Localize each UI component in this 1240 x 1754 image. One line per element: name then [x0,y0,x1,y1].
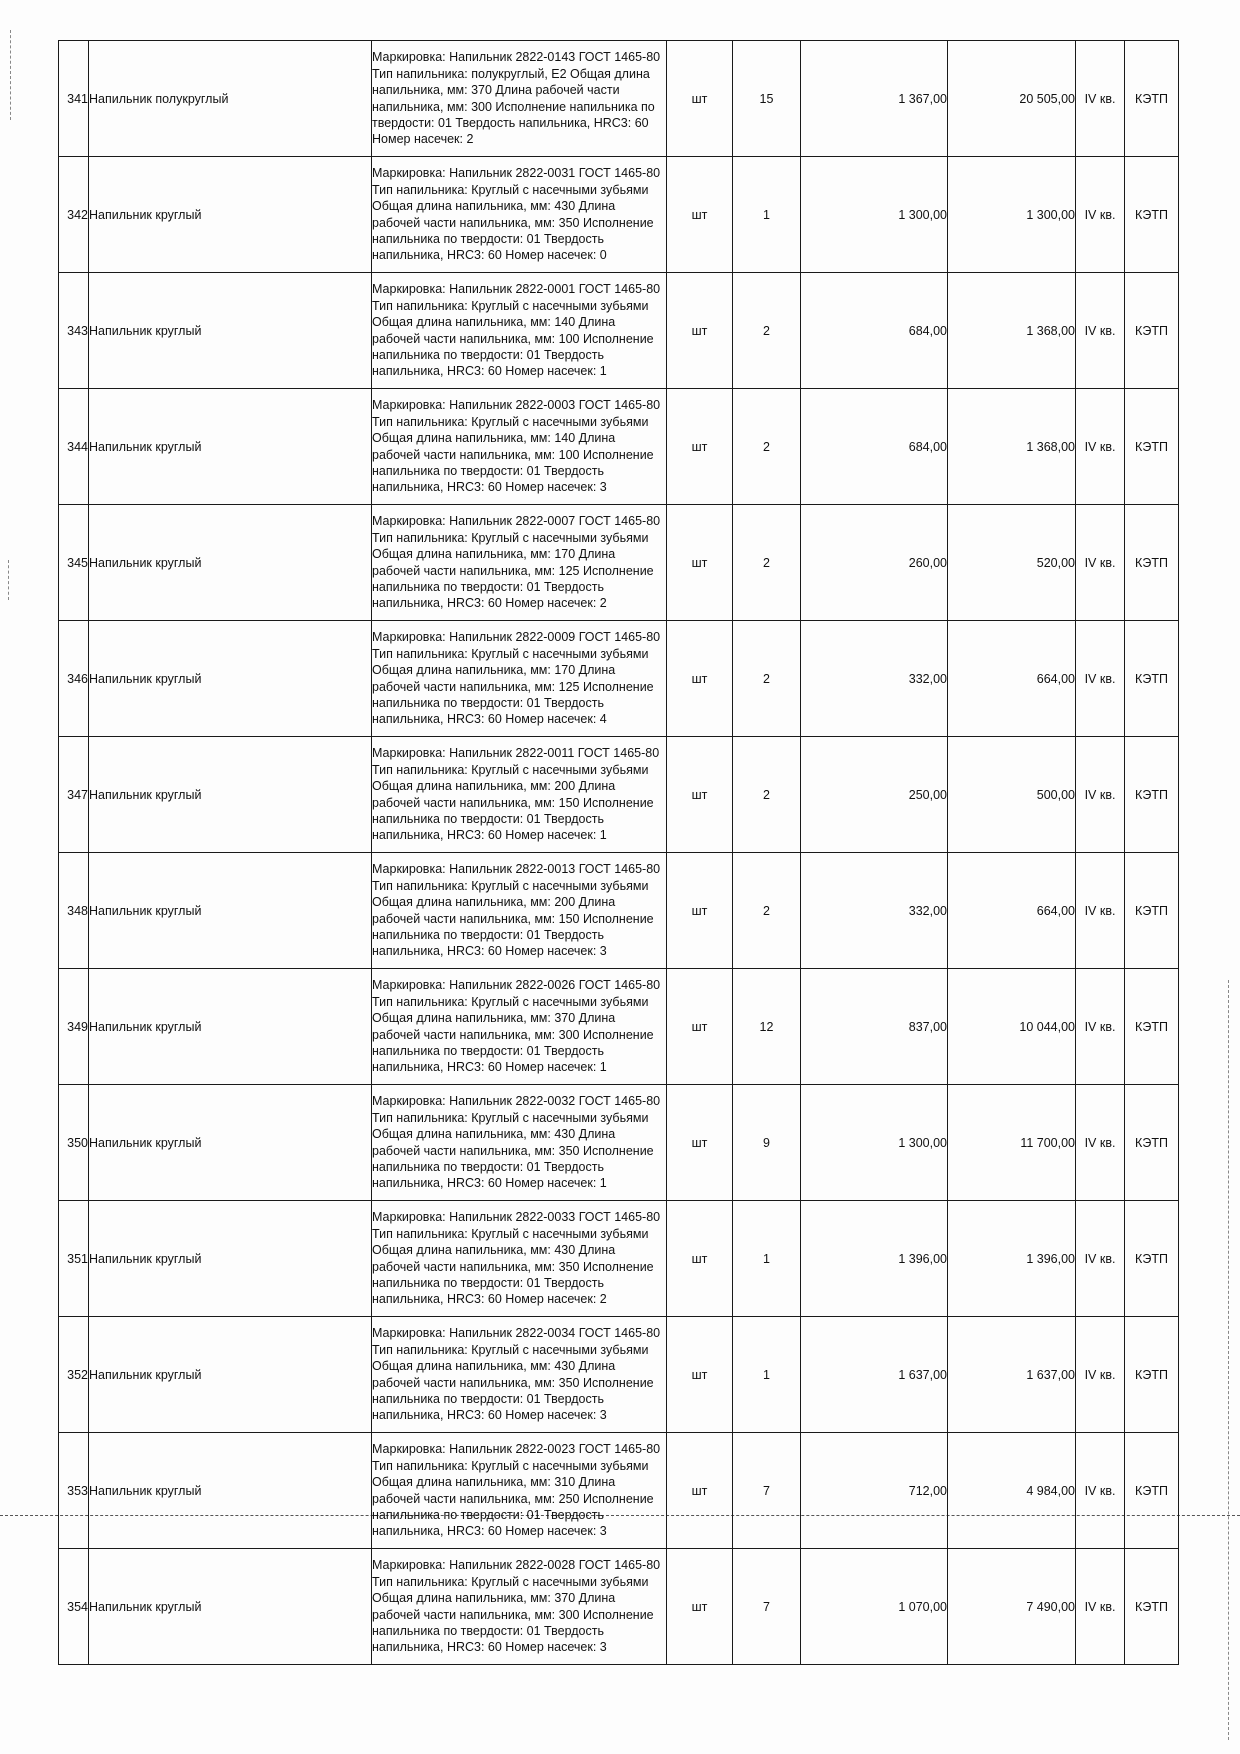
customer-code: КЭТП [1125,853,1179,969]
quantity: 2 [733,737,801,853]
total-amount: 1 368,00 [948,389,1076,505]
item-description: Маркировка: Напильник 2822-0007 ГОСТ 1465-80 Тип напильника: Круглый с насечными зубьями Общая длина напильника, мм: 170 Длина рабочей части напильника, мм: 125 Исполнение напильника по твердости: 01 Твердость напильника, HRC3: 60 Номер насечек: 2 [372,505,667,621]
delivery-quarter: IV кв. [1076,273,1125,389]
delivery-quarter: IV кв. [1076,389,1125,505]
table-row [59,969,1179,1085]
item-name: Напильник круглый [89,737,372,853]
quantity: 2 [733,389,801,505]
unit-price: 1 396,00 [801,1201,948,1317]
unit-of-measure: шт [667,1433,733,1549]
item-name: Напильник полукруглый [89,41,372,157]
customer-code: КЭТП [1125,1201,1179,1317]
total-amount: 7 490,00 [948,1549,1076,1665]
item-name: Напильник круглый [89,1085,372,1201]
customer-code: КЭТП [1125,41,1179,157]
unit-of-measure: шт [667,505,733,621]
delivery-quarter: IV кв. [1076,41,1125,157]
item-name: Напильник круглый [89,1549,372,1665]
quantity: 1 [733,157,801,273]
total-amount: 4 984,00 [948,1433,1076,1549]
table-row [59,41,1179,157]
item-description: Маркировка: Напильник 2822-0028 ГОСТ 1465-80 Тип напильника: Круглый с насечными зубьями Общая длина напильника, мм: 370 Длина рабочей части напильника, мм: 300 Исполнение напильника по твердости: 01 Твердость напильника, HRC3: 60 Номер насечек: 3 [372,1549,667,1665]
unit-of-measure: шт [667,1549,733,1665]
delivery-quarter: IV кв. [1076,157,1125,273]
quantity: 2 [733,273,801,389]
unit-price: 1 300,00 [801,157,948,273]
table-row [59,1433,1179,1549]
unit-price: 1 367,00 [801,41,948,157]
table-row [59,1085,1179,1201]
total-amount: 20 505,00 [948,41,1076,157]
unit-price: 260,00 [801,505,948,621]
row-number: 353 [59,1433,89,1549]
unit-of-measure: шт [667,1085,733,1201]
row-number: 345 [59,505,89,621]
item-description: Маркировка: Напильник 2822-0003 ГОСТ 1465-80 Тип напильника: Круглый с насечными зубьями Общая длина напильника, мм: 140 Длина рабочей части напильника, мм: 100 Исполнение напильника по твердости: 01 Твердость напильника, HRC3: 60 Номер насечек: 3 [372,389,667,505]
procurement-table [58,40,1179,1665]
item-description: Маркировка: Напильник 2822-0034 ГОСТ 1465-80 Тип напильника: Круглый с насечными зубьями Общая длина напильника, мм: 430 Длина рабочей части напильника, мм: 350 Исполнение напильника по твердости: 01 Твердость напильника, HRC3: 60 Номер насечек: 3 [372,1317,667,1433]
delivery-quarter: IV кв. [1076,1317,1125,1433]
unit-of-measure: шт [667,969,733,1085]
row-number: 350 [59,1085,89,1201]
table-row [59,853,1179,969]
row-number: 349 [59,969,89,1085]
table-row [59,505,1179,621]
unit-price: 250,00 [801,737,948,853]
quantity: 15 [733,41,801,157]
table-row [59,737,1179,853]
item-description: Маркировка: Напильник 2822-0033 ГОСТ 1465-80 Тип напильника: Круглый с насечными зубьями Общая длина напильника, мм: 430 Длина рабочей части напильника, мм: 350 Исполнение напильника по твердости: 01 Твердость напильника, HRC3: 60 Номер насечек: 2 [372,1201,667,1317]
unit-of-measure: шт [667,853,733,969]
left-edge-mark [10,30,11,120]
customer-code: КЭТП [1125,157,1179,273]
total-amount: 520,00 [948,505,1076,621]
table-row [59,1549,1179,1665]
quantity: 2 [733,853,801,969]
delivery-quarter: IV кв. [1076,505,1125,621]
item-name: Напильник круглый [89,853,372,969]
item-description: Маркировка: Напильник 2822-0011 ГОСТ 1465-80 Тип напильника: Круглый с насечными зубьями Общая длина напильника, мм: 200 Длина рабочей части напильника, мм: 150 Исполнение напильника по твердости: 01 Твердость напильника, HRC3: 60 Номер насечек: 1 [372,737,667,853]
delivery-quarter: IV кв. [1076,1433,1125,1549]
customer-code: КЭТП [1125,1317,1179,1433]
delivery-quarter: IV кв. [1076,969,1125,1085]
row-number: 346 [59,621,89,737]
unit-of-measure: шт [667,1201,733,1317]
total-amount: 1 637,00 [948,1317,1076,1433]
item-description: Маркировка: Напильник 2822-0013 ГОСТ 1465-80 Тип напильника: Круглый с насечными зубьями Общая длина напильника, мм: 200 Длина рабочей части напильника, мм: 150 Исполнение напильника по твердости: 01 Твердость напильника, HRC3: 60 Номер насечек: 3 [372,853,667,969]
unit-price: 837,00 [801,969,948,1085]
unit-price: 332,00 [801,853,948,969]
row-number: 354 [59,1549,89,1665]
unit-price: 684,00 [801,389,948,505]
item-name: Напильник круглый [89,273,372,389]
unit-price: 1 637,00 [801,1317,948,1433]
table-row [59,389,1179,505]
total-amount: 1 396,00 [948,1201,1076,1317]
unit-of-measure: шт [667,157,733,273]
quantity: 2 [733,505,801,621]
table-row [59,1201,1179,1317]
quantity: 2 [733,621,801,737]
quantity: 7 [733,1433,801,1549]
unit-price: 1 300,00 [801,1085,948,1201]
total-amount: 11 700,00 [948,1085,1076,1201]
item-description: Маркировка: Напильник 2822-0001 ГОСТ 1465-80 Тип напильника: Круглый с насечными зубьями Общая длина напильника, мм: 140 Длина рабочей части напильника, мм: 100 Исполнение напильника по твердости: 01 Твердость напильника, HRC3: 60 Номер насечек: 1 [372,273,667,389]
row-number: 342 [59,157,89,273]
item-name: Напильник круглый [89,1433,372,1549]
total-amount: 500,00 [948,737,1076,853]
delivery-quarter: IV кв. [1076,853,1125,969]
total-amount: 664,00 [948,853,1076,969]
unit-of-measure: шт [667,389,733,505]
delivery-quarter: IV кв. [1076,1085,1125,1201]
customer-code: КЭТП [1125,1433,1179,1549]
quantity: 12 [733,969,801,1085]
row-number: 341 [59,41,89,157]
table-row [59,621,1179,737]
left-edge-mark [8,560,9,600]
delivery-quarter: IV кв. [1076,1549,1125,1665]
unit-of-measure: шт [667,737,733,853]
table-body [59,41,1179,1665]
customer-code: КЭТП [1125,737,1179,853]
delivery-quarter: IV кв. [1076,737,1125,853]
row-number: 347 [59,737,89,853]
customer-code: КЭТП [1125,273,1179,389]
item-name: Напильник круглый [89,505,372,621]
table-row [59,1317,1179,1433]
quantity: 1 [733,1201,801,1317]
item-name: Напильник круглый [89,1201,372,1317]
total-amount: 10 044,00 [948,969,1076,1085]
customer-code: КЭТП [1125,1549,1179,1665]
unit-of-measure: шт [667,621,733,737]
total-amount: 1 300,00 [948,157,1076,273]
unit-price: 1 070,00 [801,1549,948,1665]
delivery-quarter: IV кв. [1076,621,1125,737]
customer-code: КЭТП [1125,969,1179,1085]
unit-of-measure: шт [667,41,733,157]
customer-code: КЭТП [1125,505,1179,621]
row-number: 344 [59,389,89,505]
unit-price: 684,00 [801,273,948,389]
quantity: 9 [733,1085,801,1201]
total-amount: 1 368,00 [948,273,1076,389]
total-amount: 664,00 [948,621,1076,737]
unit-price: 332,00 [801,621,948,737]
item-description: Маркировка: Напильник 2822-0009 ГОСТ 1465-80 Тип напильника: Круглый с насечными зубьями Общая длина напильника, мм: 170 Длина рабочей части напильника, мм: 125 Исполнение напильника по твердости: 01 Твердость напильника, HRC3: 60 Номер насечек: 4 [372,621,667,737]
item-name: Напильник круглый [89,389,372,505]
row-number: 348 [59,853,89,969]
item-description: Маркировка: Напильник 2822-0032 ГОСТ 1465-80 Тип напильника: Круглый с насечными зубьями Общая длина напильника, мм: 430 Длина рабочей части напильника, мм: 350 Исполнение напильника по твердости: 01 Твердость напильника, HRC3: 60 Номер насечек: 1 [372,1085,667,1201]
unit-price: 712,00 [801,1433,948,1549]
unit-of-measure: шт [667,273,733,389]
item-name: Напильник круглый [89,1317,372,1433]
table-row [59,157,1179,273]
unit-of-measure: шт [667,1317,733,1433]
item-name: Напильник круглый [89,157,372,273]
quantity: 7 [733,1549,801,1665]
quantity: 1 [733,1317,801,1433]
customer-code: КЭТП [1125,1085,1179,1201]
item-name: Напильник круглый [89,969,372,1085]
item-name: Напильник круглый [89,621,372,737]
row-number: 343 [59,273,89,389]
item-description: Маркировка: Напильник 2822-0143 ГОСТ 1465-80 Тип напильника: полукруглый, Е2 Общая длина напильника, мм: 370 Длина рабочей части напильника, мм: 300 Исполнение напильника по твердости: 01 Твердость напильника, HRC3: 60 Номер насечек: 2 [372,41,667,157]
row-number: 351 [59,1201,89,1317]
customer-code: КЭТП [1125,389,1179,505]
row-number: 352 [59,1317,89,1433]
item-description: Маркировка: Напильник 2822-0026 ГОСТ 1465-80 Тип напильника: Круглый с насечными зубьями Общая длина напильника, мм: 370 Длина рабочей части напильника, мм: 300 Исполнение напильника по твердости: 01 Твердость напильника, HRC3: 60 Номер насечек: 1 [372,969,667,1085]
right-edge-mark [1228,980,1229,1740]
table-row [59,273,1179,389]
delivery-quarter: IV кв. [1076,1201,1125,1317]
customer-code: КЭТП [1125,621,1179,737]
item-description: Маркировка: Напильник 2822-0031 ГОСТ 1465-80 Тип напильника: Круглый с насечными зубьями Общая длина напильника, мм: 430 Длина рабочей части напильника, мм: 350 Исполнение напильника по твердости: 01 Твердость напильника, HRC3: 60 Номер насечек: 0 [372,157,667,273]
item-description: Маркировка: Напильник 2822-0023 ГОСТ 1465-80 Тип напильника: Круглый с насечными зубьями Общая длина напильника, мм: 310 Длина рабочей части напильника, мм: 250 Исполнение напильника по твердости: 01 Твердость напильника, HRC3: 60 Номер насечек: 3 [372,1433,667,1549]
